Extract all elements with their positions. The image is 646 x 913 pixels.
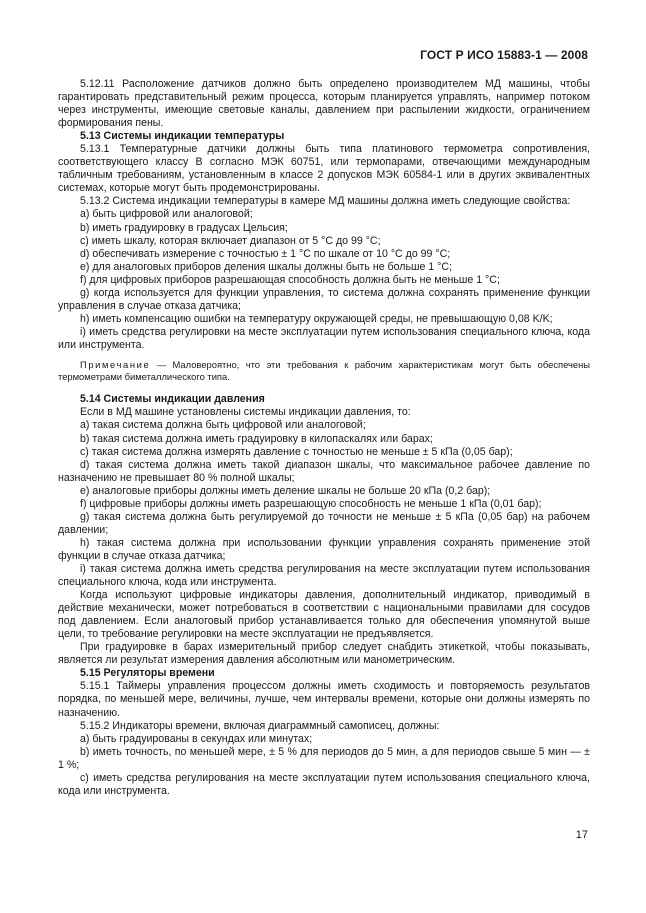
paragraph: Когда используют цифровые индикаторы давления, дополнительный индикатор, приводимый в действие механически, может потребоваться в соответствии с национальными правилами для сосудов под давлением. Если аналоговый прибор устанавливается только для обеспечения упомянутой выше цели, то требование регулировки на месте эксплуатации не предъявляется. <box>58 589 590 641</box>
section-heading: 5.14 Системы индикации давления <box>80 393 265 406</box>
list-item: i) иметь средства регулировки на месте эксплуатации путем использования специального ключа, кода или инструмента. <box>58 325 590 351</box>
list-item: b) такая система должна иметь градуировку в килопаскалях или барах; <box>80 432 433 445</box>
note <box>58 359 590 383</box>
list-item: a) такая система должна быть цифровой или аналоговой; <box>80 419 366 432</box>
paragraph: Если в МД машине установлены системы индикации давления, то: <box>80 406 411 419</box>
note-text: — Маловероятно, что эти требования к рабочим характеристикам могут быть обеспечены термометрами биметаллического типа. <box>58 358 590 383</box>
list-item: i) такая система должна иметь средства регулирования на месте эксплуатации путем использования специального ключа, кода или инструмента. <box>58 563 590 589</box>
note-label: Примечание <box>80 358 151 370</box>
paragraph: 5.15.1 Таймеры управления процессом должны иметь сходимость и повторяемость результатов порядка, по меньшей мере, величины, лучше, чем интервалы времени, которые они должны измерять по назначению. <box>58 680 590 719</box>
paragraph: 5.12.11 Расположение датчиков должно быть определено производителем МД машины, чтобы гарантировать представительный режим процесса, которым планируется управлять, например потоком через инструменты, имеющие световые каналы, давлением при распылении жидкости, ограничением формирования пены. <box>58 78 590 130</box>
paragraph: 5.15.2 Индикаторы времени, включая диаграммный самописец, должны: <box>80 719 440 732</box>
list-item: d) такая система должна иметь такой диапазон шкалы, что максимальное рабочее давление по назначению не превышает 80 % полной шкалы; <box>58 458 590 484</box>
list-item: b) иметь точность, по меньшей мере, ± 5 % для периодов до 5 мин, а для периодов свыше 5 мин — ± 1 %; <box>58 745 590 771</box>
document-body <box>58 78 590 798</box>
page-number: 17 <box>575 829 588 841</box>
list-item: h) такая система должна при использовании функции управления сохранять применение этой функции в случае отказа датчика; <box>58 536 590 562</box>
list-item: c) такая система должна измерять давление с точностью не меньше ± 5 кПа (0,05 бар); <box>80 445 513 458</box>
list-item: a) быть градуированы в секундах или минутах; <box>80 732 313 745</box>
document-header: ГОСТ Р ИСО 15883-1 — 2008 <box>420 48 588 62</box>
list-item: e) аналоговые приборы должны иметь деление шкалы не больше 20 кПа (0,2 бар); <box>80 484 491 497</box>
list-item: c) иметь шкалу, которая включает диапазон от 5 °C до 99 °C; <box>80 234 381 247</box>
paragraph: 5.13.1 Температурные датчики должны быть типа платинового термометра сопротивления, соответствующего классу B согласно МЭК 60751, или термопарами, отвечающими международным табличным требованиям, установленным в классе 2 допусков МЭК 60584-1 или в других эквивалентных системах, которые могут быть продемонстрированы. <box>58 143 590 195</box>
list-item: g) когда используется для функции управления, то система должна сохранять применение функции управления в случае отказа датчика; <box>58 286 590 312</box>
section-heading: 5.15 Регуляторы времени <box>80 667 215 680</box>
section-heading: 5.13 Системы индикации температуры <box>80 130 285 143</box>
list-item: a) быть цифровой или аналоговой; <box>80 208 253 221</box>
list-item: e) для аналоговых приборов деления шкалы должны быть не больше 1 °C; <box>80 260 452 273</box>
list-item: f) для цифровых приборов разрешающая способность должна быть не меньше 1 °C; <box>80 273 500 286</box>
paragraph: При градуировке в барах измерительный прибор следует снабдить этикеткой, чтобы показывать, является ли результат измерения давления абсолютным или манометрическим. <box>58 641 590 667</box>
paragraph: 5.13.2 Система индикации температуры в камере МД машины должна иметь следующие свойства: <box>80 195 571 208</box>
list-item: c) иметь средства регулирования на месте эксплуатации путем использования специального ключа, кода или инструмента. <box>58 771 590 797</box>
list-item: d) обеспечивать измерение с точностью ± 1 °C по шкале от 10 °C до 99 °C; <box>80 247 451 260</box>
list-item: g) такая система должна быть регулируемой до точности не меньше ± 5 кПа (0,05 бар) на рабочем давлении; <box>58 510 590 536</box>
list-item: b) иметь градуировку в градусах Цельсия; <box>80 221 288 234</box>
list-item: f) цифровые приборы должны иметь разрешающую способность не меньше 1 кПа (0,01 бар); <box>80 497 542 510</box>
list-item: h) иметь компенсацию ошибки на температуру окружающей среды, не превышающую 0,08 K/K; <box>80 312 553 325</box>
